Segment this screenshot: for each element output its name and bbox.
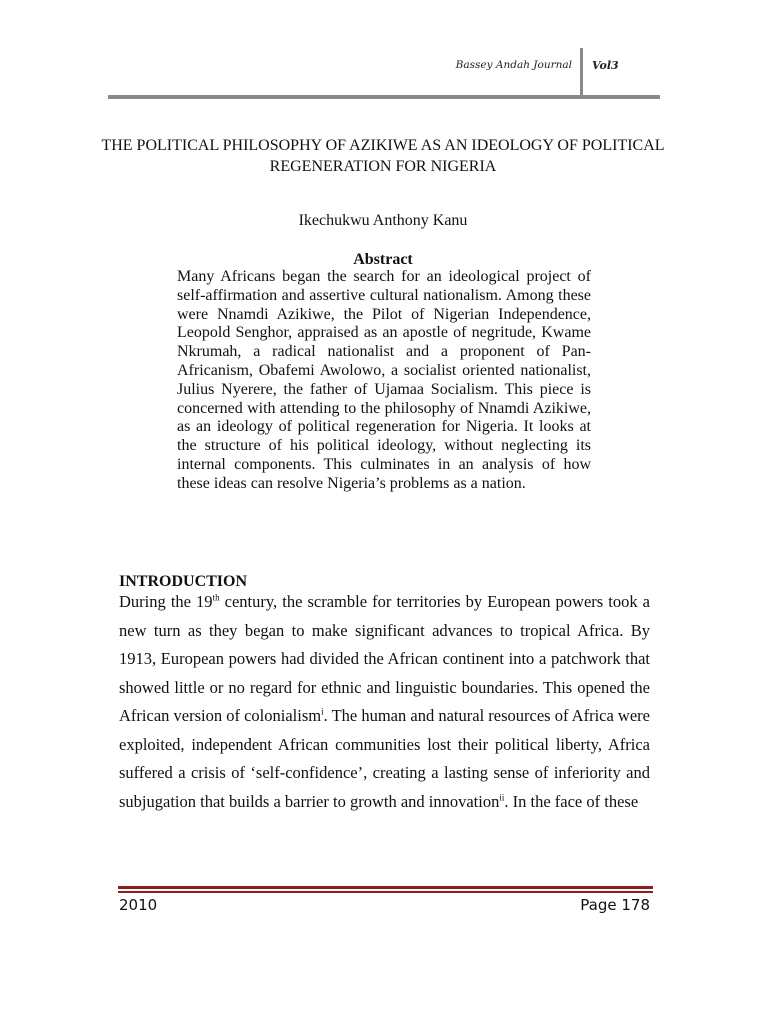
intro-text-segment: . The human and natural resources of Africa were exploited, independent African communities lost their political liberty, Africa suffered a crisis of ‘self-confidence’, creating a lasting sense of inferiority and subjugation that builds a barrier to growth and innovation xyxy=(119,706,650,811)
journal-name: Bassey Andah Journal xyxy=(455,59,572,71)
footer-rule xyxy=(118,886,653,889)
introduction-heading: INTRODUCTION xyxy=(119,573,248,590)
abstract-text: Many Africans began the search for an ideological project of self-affirmation and assertive cultural nationalism. Among these were Nnamdi Azikiwe, the Pilot of Nigerian Independence, Leopold Senghor, appraised as an apostle of negritude, Kwame Nkrumah, a radical nationalist and a proponent of Pan-Africanism, Obafemi Awolowo, a socialist oriented nationalist, Julius Nyerere, the father of Ujamaa Socialism. This piece is concerned with attending to the philosophy of Nnamdi Azikiwe, as an ideology of political regeneration for Nigeria. It looks at the structure of his political ideology, without neglecting its internal components. This culminates in an analysis of how these ideas can resolve Nigeria’s problems as a nation. xyxy=(177,268,591,492)
footnote-marker-ii[interactable]: ii xyxy=(499,792,505,802)
abstract-heading: Abstract xyxy=(353,251,413,268)
intro-text-segment: century, the scramble for territories by European powers took a new turn as they began to make significant advances to tropical Africa. By 1913, European powers had divided the African continent into a patchwork that showed little or no regard for ethnic and linguistic boundaries. This opened the African version of colonialism xyxy=(119,592,650,725)
footer-year: 2010 xyxy=(119,896,158,914)
page-number: Page 178 xyxy=(580,896,650,914)
superscript-th: th xyxy=(212,592,220,603)
introduction-paragraph xyxy=(119,588,650,816)
intro-text-segment: During the 19 xyxy=(119,592,213,611)
footnote-marker-i[interactable]: i xyxy=(321,706,324,717)
header-rule xyxy=(108,95,660,99)
header-divider xyxy=(580,48,583,98)
footer-rule-thin xyxy=(118,891,653,893)
article-title: THE POLITICAL PHILOSOPHY OF AZIKIWE AS AN IDEOLOGY OF POLITICAL REGENERATION FOR NIGERIA xyxy=(101,137,665,175)
journal-volume: Vol3 xyxy=(592,59,619,72)
author-name: Ikechukwu Anthony Kanu xyxy=(298,212,468,229)
intro-text-segment: . In the face of these xyxy=(504,791,639,811)
